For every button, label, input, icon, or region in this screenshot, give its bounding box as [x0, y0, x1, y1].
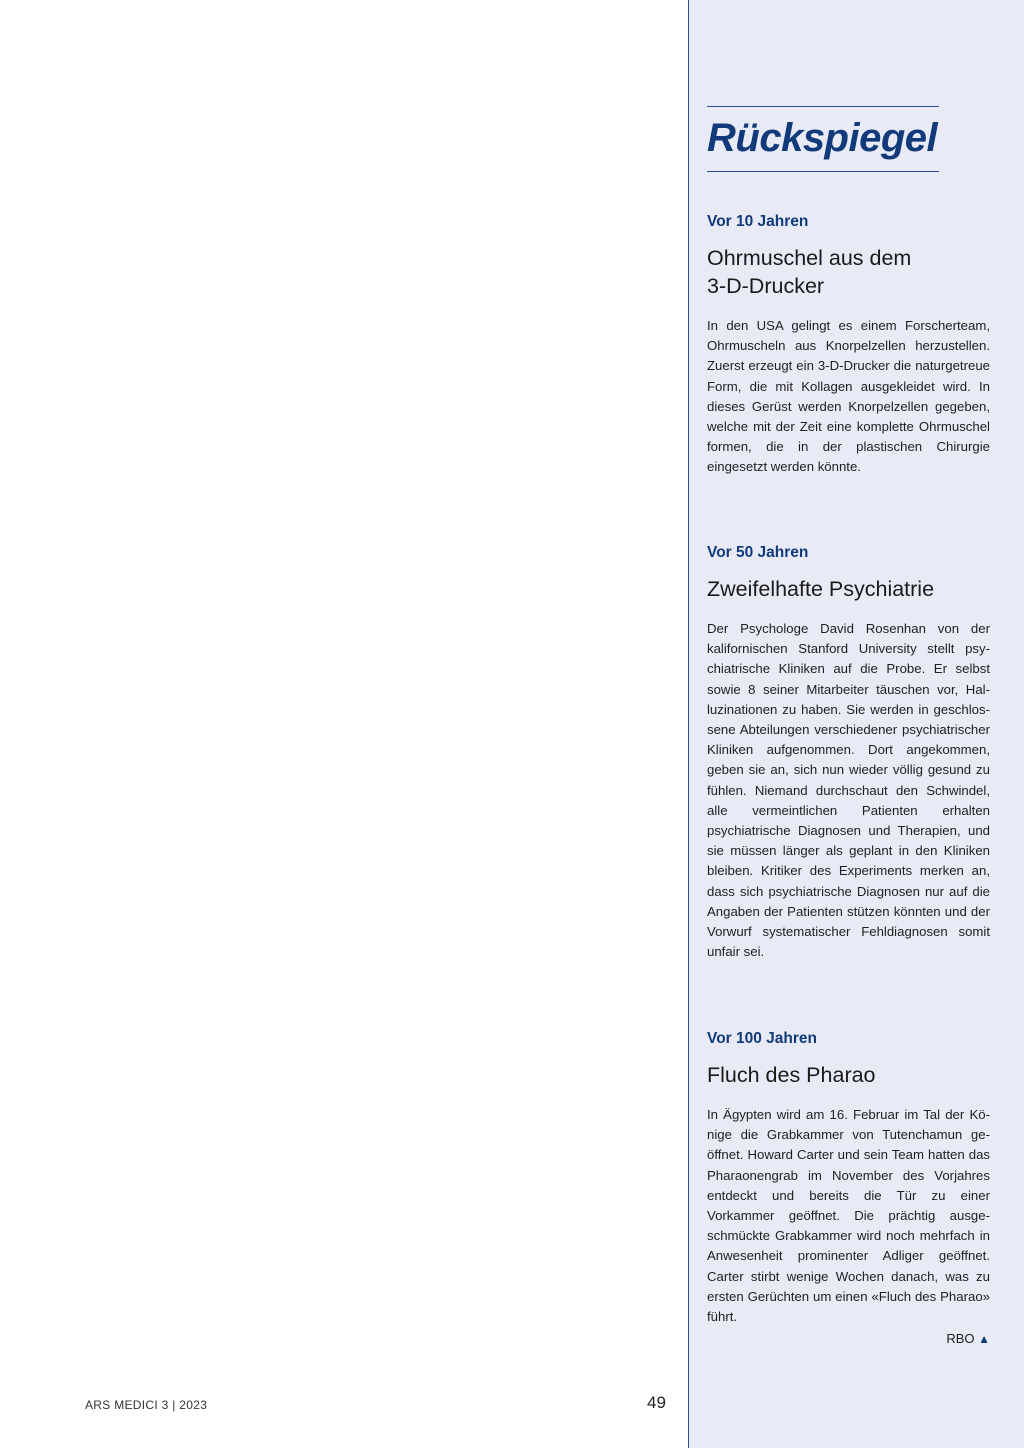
section-kicker: Vor 50 Jahren — [707, 544, 809, 561]
author-signature — [707, 1331, 990, 1346]
author-initials: RBO — [946, 1331, 975, 1347]
section-headline: Zweifelhafte Psychiatrie — [707, 577, 935, 601]
column-title: Rückspiegel — [707, 116, 938, 160]
section-body: In den USA gelingt es einem Forscherteam, Ohrmuscheln aus Knorpelzellen herzustellen. Zuerst erzeugt ein 3-D-Drucker die naturgetreue Form, die mit Kollagen ausgekleidet wird. In dieses Gerüst werden Knorpelzellen gegeben, welche mit der Zeit eine komplette Ohrmuschel formen, die in der plastischen Chirurgie eingesetzt werden könnte. — [707, 318, 990, 475]
column-title-block — [707, 106, 939, 172]
journal-issue: ARS MEDICI 3 | 2023 — [85, 1398, 208, 1412]
section-headline: Fluch des Pharao — [707, 1063, 876, 1087]
section-body: In Ägypten wird am 16. Februar im Tal der Könige die Grabkammer von Tutenchamun geöffnet. Howard Carter und sein Team hatten das Pharaonengrab im November des Vorjahres entdeckt und bereits die Tür zu einer Vorkammer geöffnet. Die prächtig ausgeschmückte Grabkammer wird noch mehrfach in Anwesenheit prominenter Adliger geöffnet. Carter stirbt wenige Wochen danach, was zu ersten Gerüchten um einen «Fluch des Pharao» führt. — [707, 1107, 990, 1325]
page-number: 49 — [647, 1393, 666, 1412]
section-50-years — [707, 543, 990, 962]
headline-line: Ohrmuschel aus dem — [707, 246, 912, 270]
headline-line: 3-D-Drucker — [707, 274, 825, 298]
end-triangle-icon: ▲ — [978, 1332, 990, 1347]
section-body: Der Psychologe David Rosenhan von der kalifornischen Stanford University stellt psychiatrische Kliniken auf die Probe. Er selbst sowie 8 seiner Mitarbeiter täuschen vor, Halluzinationen zu haben. Sie werden in geschlossene Abteilungen verschiedener psychiatrischer Kliniken aufgenommen. Dort angekommen, geben sie an, sich nun wieder völlig gesund zu fühlen. Niemand durchschaut den Schwindel, alle vermeintlichen Patienten erhalten psychiatrische Diagnosen und Therapien, und sie müssen länger als geplant in den Kliniken bleiben. Kritiker des Experiments merken an, dass sich psychiatrische Diagnosen nur auf die Angaben der Patienten stützen könnten und der Vorwurf systematischer Fehldiagnosen somit unfair sei. — [707, 621, 990, 960]
section-10-years — [707, 212, 990, 478]
section-100-years — [707, 1029, 990, 1346]
section-kicker: Vor 10 Jahren — [707, 213, 809, 230]
section-kicker: Vor 100 Jahren — [707, 1030, 817, 1047]
section-headline — [707, 244, 990, 300]
